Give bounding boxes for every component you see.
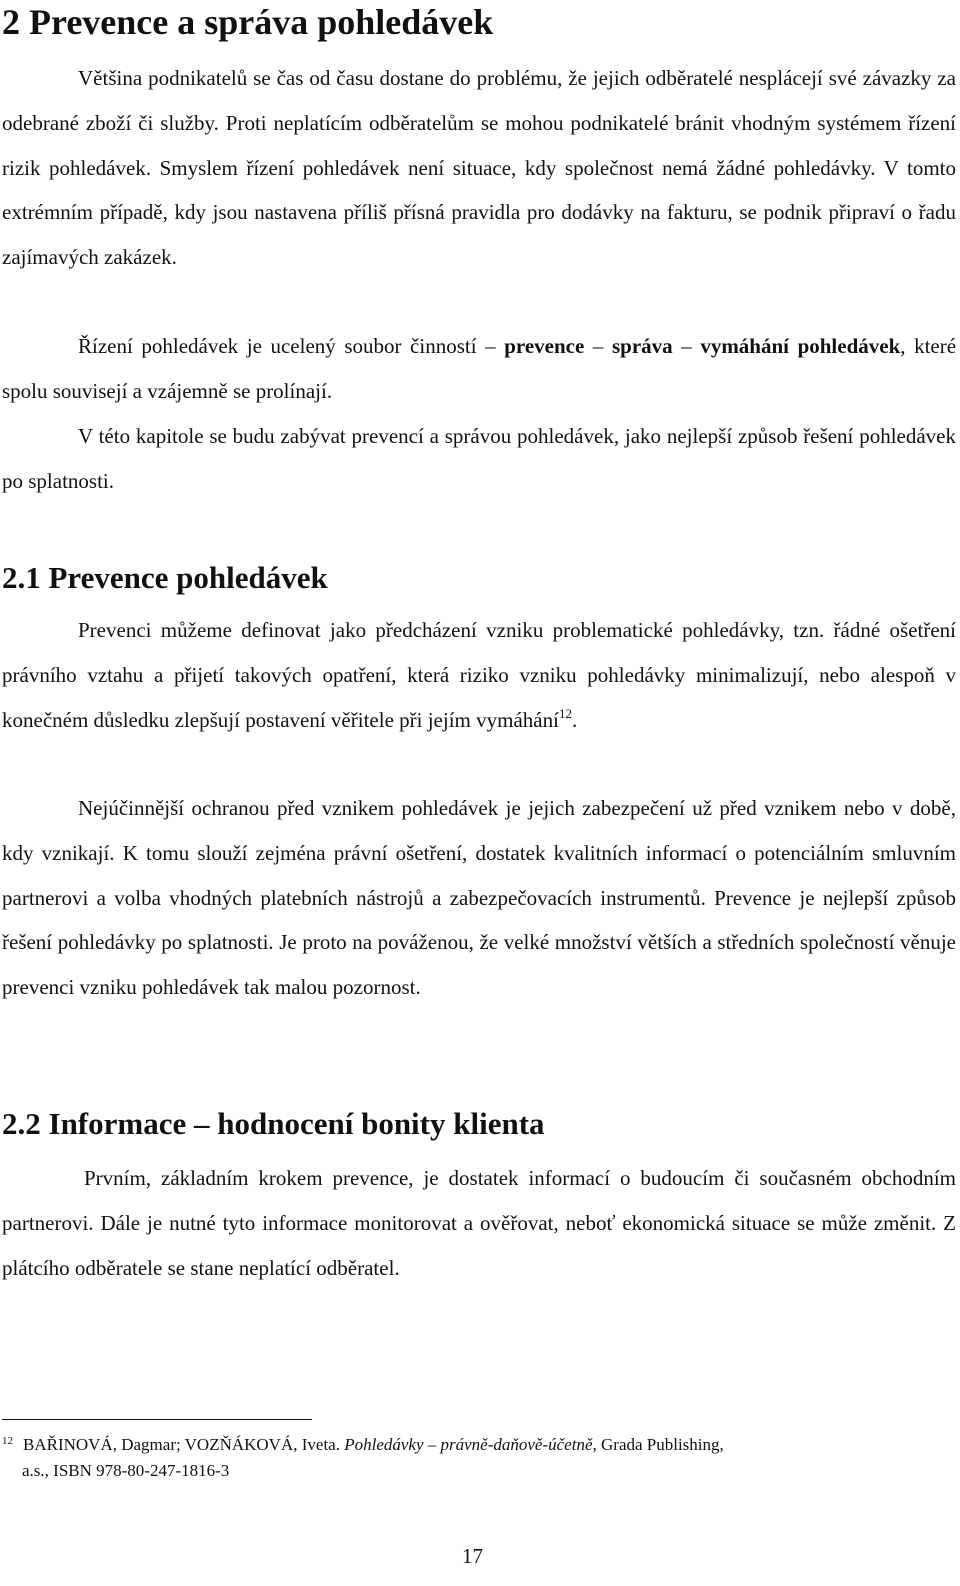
footnote-publisher: , Grada Publishing, xyxy=(592,1435,724,1454)
dash: – xyxy=(485,334,496,358)
section-1-paragraph-1-text: Prevenci můžeme definovat jako předcházení vzniku problematické pohledávky, tzn. řádné ošetření právního vztahu a přijetí takových opatření, která riziko vzniku pohledávky minimalizují, nebo alespoň v konečném důsledku zlepšují postavení věřitele při jejím vymáhání xyxy=(2,618,956,732)
section-1-title: 2.1 Prevence pohledávek xyxy=(2,560,328,595)
intro-paragraph-2-end: , které spolu souvisejí a vzájemně se prolínají. xyxy=(2,334,957,403)
footnote-separator xyxy=(2,1419,312,1420)
footnote-book-title: Pohledávky – právně-daňově-účetně xyxy=(344,1435,593,1454)
term-vymahani: vymáhání pohledávek xyxy=(700,334,901,358)
intro-paragraph-2 xyxy=(2,324,956,414)
section-2-paragraph-1: Prvním, základním krokem prevence, je dostatek informací o budoucím či současném obchodním partnerovi. Dále je nutné tyto informace monitorovat a ověřovat, neboť ekonomická situace se může změnit. Z plátcího odběratele se stane neplatící odběratel. xyxy=(2,1166,956,1280)
footnote-isbn: a.s., ISBN 978-80-247-1816-3 xyxy=(22,1461,230,1480)
section-2-title: 2.2 Informace – hodnocení bonity klienta xyxy=(2,1106,545,1141)
period: . xyxy=(571,707,578,732)
footnote-authors: BAŘINOVÁ, Dagmar; VOZŇÁKOVÁ, Iveta. xyxy=(23,1435,345,1454)
page-number: 17 xyxy=(462,1544,483,1568)
footnote xyxy=(2,1428,956,1484)
section-1-paragraph-1 xyxy=(2,608,956,742)
dash: – xyxy=(681,334,692,358)
term-prevence: prevence xyxy=(504,334,585,358)
intro-paragraph-1: Většina podnikatelů se čas od času dostane do problému, že jejich odběratelé nesplácejí své závazky za odebrané zboží či služby. Proti neplatícím odběratelům se mohou podnikatelé bránit vhodným systémem řízení rizik pohledávek. Smyslem řízení pohledávek není situace, kdy společnost nemá žádné pohledávky. V tomto extrémním případě, kdy jsou nastavena příliš přísná pravidla pro dodávky na fakturu, se podnik připraví o řadu zajímavých zakázek. xyxy=(2,66,956,270)
section-1-paragraph-2: Nejúčinnější ochranou před vznikem pohledávek je jejich zabezpečení už před vznikem nebo v době, kdy vznikají. K tomu slouží zejména právní ošetření, dostatek kvalitních informací o potenciálním smluvním partnerovi a volba vhodných platebních nástrojů a zabezpečovacích instrumentů. Prevence je nejlepší způsob řešení pohledávky po splatnosti. Je proto na pováženou, že velké množství větších a středních společností věnuje prevenci vzniku pohledávek tak malou pozornost. xyxy=(2,796,956,1000)
intro-paragraph-3: V této kapitole se budu zabývat prevencí a správou pohledávek, jako nejlepší způsob řešení pohledávek po splatnosti. xyxy=(2,424,956,493)
footnote-number: 12 xyxy=(2,1435,13,1447)
chapter-title: 2 Prevence a správa pohledávek xyxy=(2,2,494,42)
term-sprava: správa xyxy=(611,334,673,358)
footnote-reference[interactable]: 12 xyxy=(558,705,572,721)
dash: – xyxy=(592,334,604,358)
intro-paragraph-2-start: Řízení pohledávek je ucelený soubor činností xyxy=(78,334,486,358)
